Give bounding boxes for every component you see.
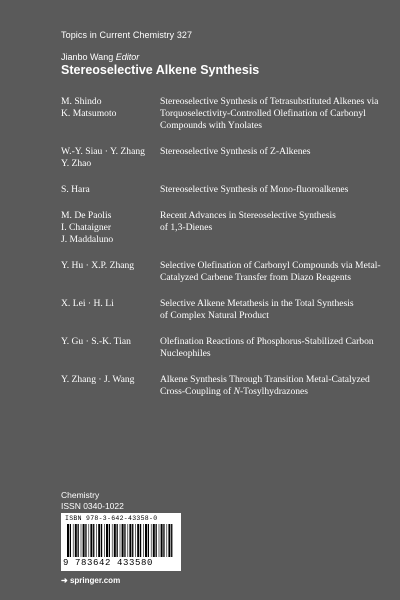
- barcode-bar: [73, 524, 74, 557]
- entry-title: [160, 374, 379, 398]
- author-line: I. Chataigner: [61, 222, 112, 233]
- entry-title: [160, 210, 379, 234]
- contents-entry: [61, 210, 379, 246]
- arrow-icon: ➜: [61, 576, 70, 585]
- issn-label: ISSN 0340-1022: [61, 501, 124, 511]
- barcode-bar: [85, 524, 86, 557]
- editor-name: Jianbo Wang: [61, 52, 114, 62]
- author-line: Y. Gu · S.-K. Tian: [61, 336, 131, 347]
- barcode-bar: [148, 524, 149, 557]
- barcode-bar: [159, 524, 160, 557]
- barcode-bar: [98, 524, 100, 557]
- author-line: Y. Zhang · J. Wang: [61, 374, 135, 385]
- contents-entry: [61, 184, 379, 196]
- publisher-link[interactable]: [61, 576, 120, 585]
- series-name: Topics in Current Chemistry 327: [61, 30, 193, 40]
- entry-authors: [61, 146, 151, 170]
- author-line: S. Hara: [61, 184, 90, 195]
- title-line: Stereoselective Synthesis of Z-Alkenes: [160, 146, 311, 157]
- barcode-bar: [163, 524, 164, 557]
- barcode-bar: [161, 524, 163, 557]
- barcode-bar: [67, 524, 69, 557]
- entry-title: [160, 184, 379, 196]
- contents-entry: [61, 146, 379, 170]
- barcode-bar: [89, 524, 90, 557]
- author-line: X. Lei · H. Li: [61, 298, 114, 309]
- entry-title: [160, 336, 379, 360]
- barcode-bar: [167, 524, 168, 557]
- barcode-bar: [117, 524, 118, 557]
- author-line: M. Shindo: [61, 96, 102, 107]
- barcode-bar: [168, 524, 170, 557]
- title-line: of Complex Natural Product: [160, 310, 269, 321]
- author-line: K. Matsumoto: [61, 108, 117, 119]
- title-line: Selective Alkene Metathesis in the Total Synthesis: [160, 298, 354, 309]
- barcode-bar: [114, 524, 116, 557]
- editor-role: Editor: [115, 52, 140, 62]
- subject-label: Chemistry: [61, 490, 100, 500]
- title-line: Selective Olefination of Carbonyl Compounds via Metal-: [160, 260, 381, 271]
- title-line: Catalyzed Carbene Transfer from Diazo Reagents: [160, 272, 352, 283]
- barcode-bar: [143, 524, 144, 557]
- entry-authors: [61, 260, 151, 272]
- author-line: J. Maddaluno: [61, 234, 114, 245]
- barcode-bar: [140, 524, 141, 557]
- barcode-bar: [104, 524, 105, 557]
- barcode-bar: [124, 524, 125, 557]
- contents-entry: [61, 298, 379, 322]
- barcode-bar: [109, 524, 110, 557]
- title-line: Alkene Synthesis Through Transition Metal-Catalyzed: [160, 374, 370, 385]
- title-line: Stereoselective Synthesis of Mono-fluoroalkenes: [160, 184, 349, 195]
- entry-authors: [61, 184, 151, 196]
- barcode-bar: [112, 524, 113, 557]
- barcode-bar: [78, 524, 79, 557]
- barcode-bar: [145, 524, 147, 557]
- author-line: M. De Paolis: [61, 210, 112, 221]
- barcode-bar: [132, 524, 133, 557]
- contents-entry: [61, 260, 379, 284]
- barcode-bar: [122, 524, 124, 557]
- contents-list: [61, 96, 379, 398]
- ean-number: 9 783642 433580: [63, 558, 154, 568]
- entry-authors: [61, 210, 151, 246]
- barcode-bar: [129, 524, 131, 557]
- barcode-bar: [83, 524, 85, 557]
- barcode-bar: [101, 524, 102, 557]
- title-line: of 1,3-Dienes: [160, 222, 213, 233]
- title-line: Olefination Reactions of Phosphorus-Stabilized Carbon: [160, 336, 374, 347]
- entry-authors: [61, 374, 151, 386]
- author-line: Y. Zhao: [61, 158, 92, 169]
- barcode-bar: [81, 524, 82, 557]
- contents-entry: [61, 374, 379, 398]
- entry-authors: [61, 336, 151, 348]
- barcode-bar: [137, 524, 139, 557]
- author-line: W.-Y. Siau · Y. Zhang: [61, 146, 145, 157]
- barcode-bar: [90, 524, 92, 557]
- series-header: [61, 30, 192, 40]
- title-line: Stereoselective Synthesis of Tetrasubstituted Alkenes via: [160, 96, 379, 107]
- title-line: Torquoselectivity-Controlled Olefination of Carbonyl: [160, 108, 366, 119]
- barcode-bar: [120, 524, 121, 557]
- author-line: Y. Hu · X.P. Zhang: [61, 260, 135, 271]
- barcode-bar: [106, 524, 108, 557]
- entry-title: [160, 298, 379, 322]
- barcode-bar: [153, 524, 155, 557]
- barcode-bar: [156, 524, 157, 557]
- editor-line: [61, 52, 139, 62]
- title-line: Nucleophiles: [160, 348, 211, 359]
- entry-title: [160, 96, 379, 132]
- footer-info: [61, 490, 124, 512]
- barcode-bar: [171, 524, 172, 557]
- isbn-number: ISBN 978-3-642-43358-0: [65, 515, 158, 522]
- entry-title: [160, 260, 379, 284]
- barcode-bar: [96, 524, 97, 557]
- barcode-bars: [67, 524, 175, 557]
- entry-authors: [61, 298, 151, 310]
- barcode-bar: [151, 524, 152, 557]
- title-line: Recent Advances in Stereoselective Synthesis: [160, 210, 336, 221]
- title-line: Compounds with Ynolates: [160, 120, 262, 131]
- contents-entry: [61, 336, 379, 360]
- contents-entry: [61, 96, 379, 132]
- barcode-bar: [93, 524, 94, 557]
- title-line: Cross-Coupling of N-Tosylhydrazones: [160, 386, 309, 397]
- barcode-bar: [70, 524, 71, 557]
- barcode-bar: [128, 524, 129, 557]
- isbn-barcode: [61, 513, 181, 571]
- publisher-url: springer.com: [69, 576, 121, 585]
- barcode-bar: [135, 524, 136, 557]
- barcode-bar: [75, 524, 77, 557]
- entry-title: [160, 146, 379, 158]
- book-title: Stereoselective Alkene Synthesis: [61, 63, 260, 77]
- entry-authors: [61, 96, 151, 120]
